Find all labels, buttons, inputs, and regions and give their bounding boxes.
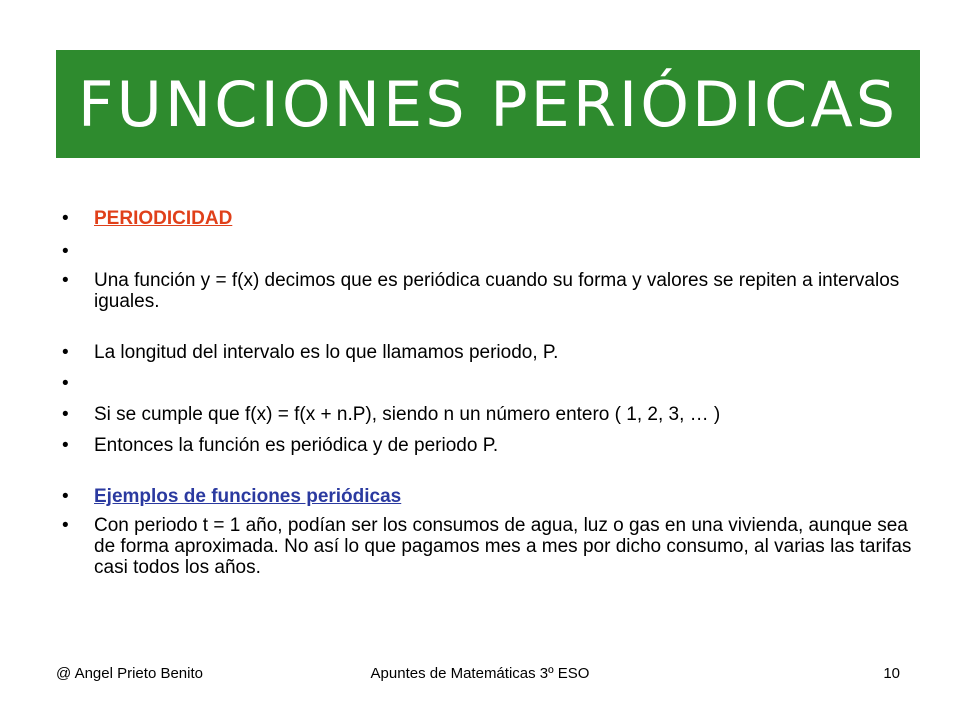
list-item: • Ejemplos de funciones periódicas: [62, 486, 402, 507]
period-text: La longitud del intervalo es lo que llamamos periodo, P.: [94, 342, 559, 363]
list-item: • Entonces la función es periódica y de periodo P.: [62, 435, 499, 456]
page-title: FUNCIONES PERIÓDICAS: [77, 67, 899, 141]
list-item: • PERIODICIDAD: [62, 208, 233, 229]
title-banner: [56, 50, 920, 158]
list-item: • Con periodo t = 1 año, podían ser los consumos de agua, luz o gas en una vivienda, aunque sea de forma aproximada. No así lo que pagamos mes a mes por dicho consumo, al varias las tarifas casi todos los años.: [62, 515, 912, 578]
section-heading-ejemplos: Ejemplos de funciones periódicas: [94, 486, 402, 507]
footer-author: @ Angel Prieto Benito: [56, 665, 203, 682]
footer-page-number: 10: [883, 665, 900, 682]
definition-text: Una función y = f(x) decimos que es periódica cuando su forma y valores se repiten a intervalos iguales.: [94, 270, 900, 312]
list-item: • Una función y = f(x) decimos que es periódica cuando su forma y valores se repiten a intervalos iguales.: [62, 270, 900, 312]
bullet-list: [62, 208, 912, 578]
conclusion-text: Entonces la función es periódica y de periodo P.: [94, 435, 499, 456]
condition-text: Si se cumple que f(x) = f(x + n.P), siendo n un número entero ( 1, 2, 3, … ): [94, 404, 721, 425]
list-item-empty: •: [62, 241, 69, 262]
example-text: Con periodo t = 1 año, podían ser los consumos de agua, luz o gas en una vivienda, aunque sea de forma aproximada. No así lo que pagamos mes a mes por dicho consumo, al varias las tarifas casi todos los años.: [94, 515, 912, 578]
footer-course: Apuntes de Matemáticas 3º ESO: [370, 665, 590, 682]
list-item-empty: •: [62, 373, 69, 394]
list-item: • Si se cumple que f(x) = f(x + n.P), siendo n un número entero ( 1, 2, 3, … ): [62, 404, 721, 425]
section-heading-periodicidad: PERIODICIDAD: [94, 208, 233, 229]
list-item: • La longitud del intervalo es lo que llamamos periodo, P.: [62, 342, 559, 363]
